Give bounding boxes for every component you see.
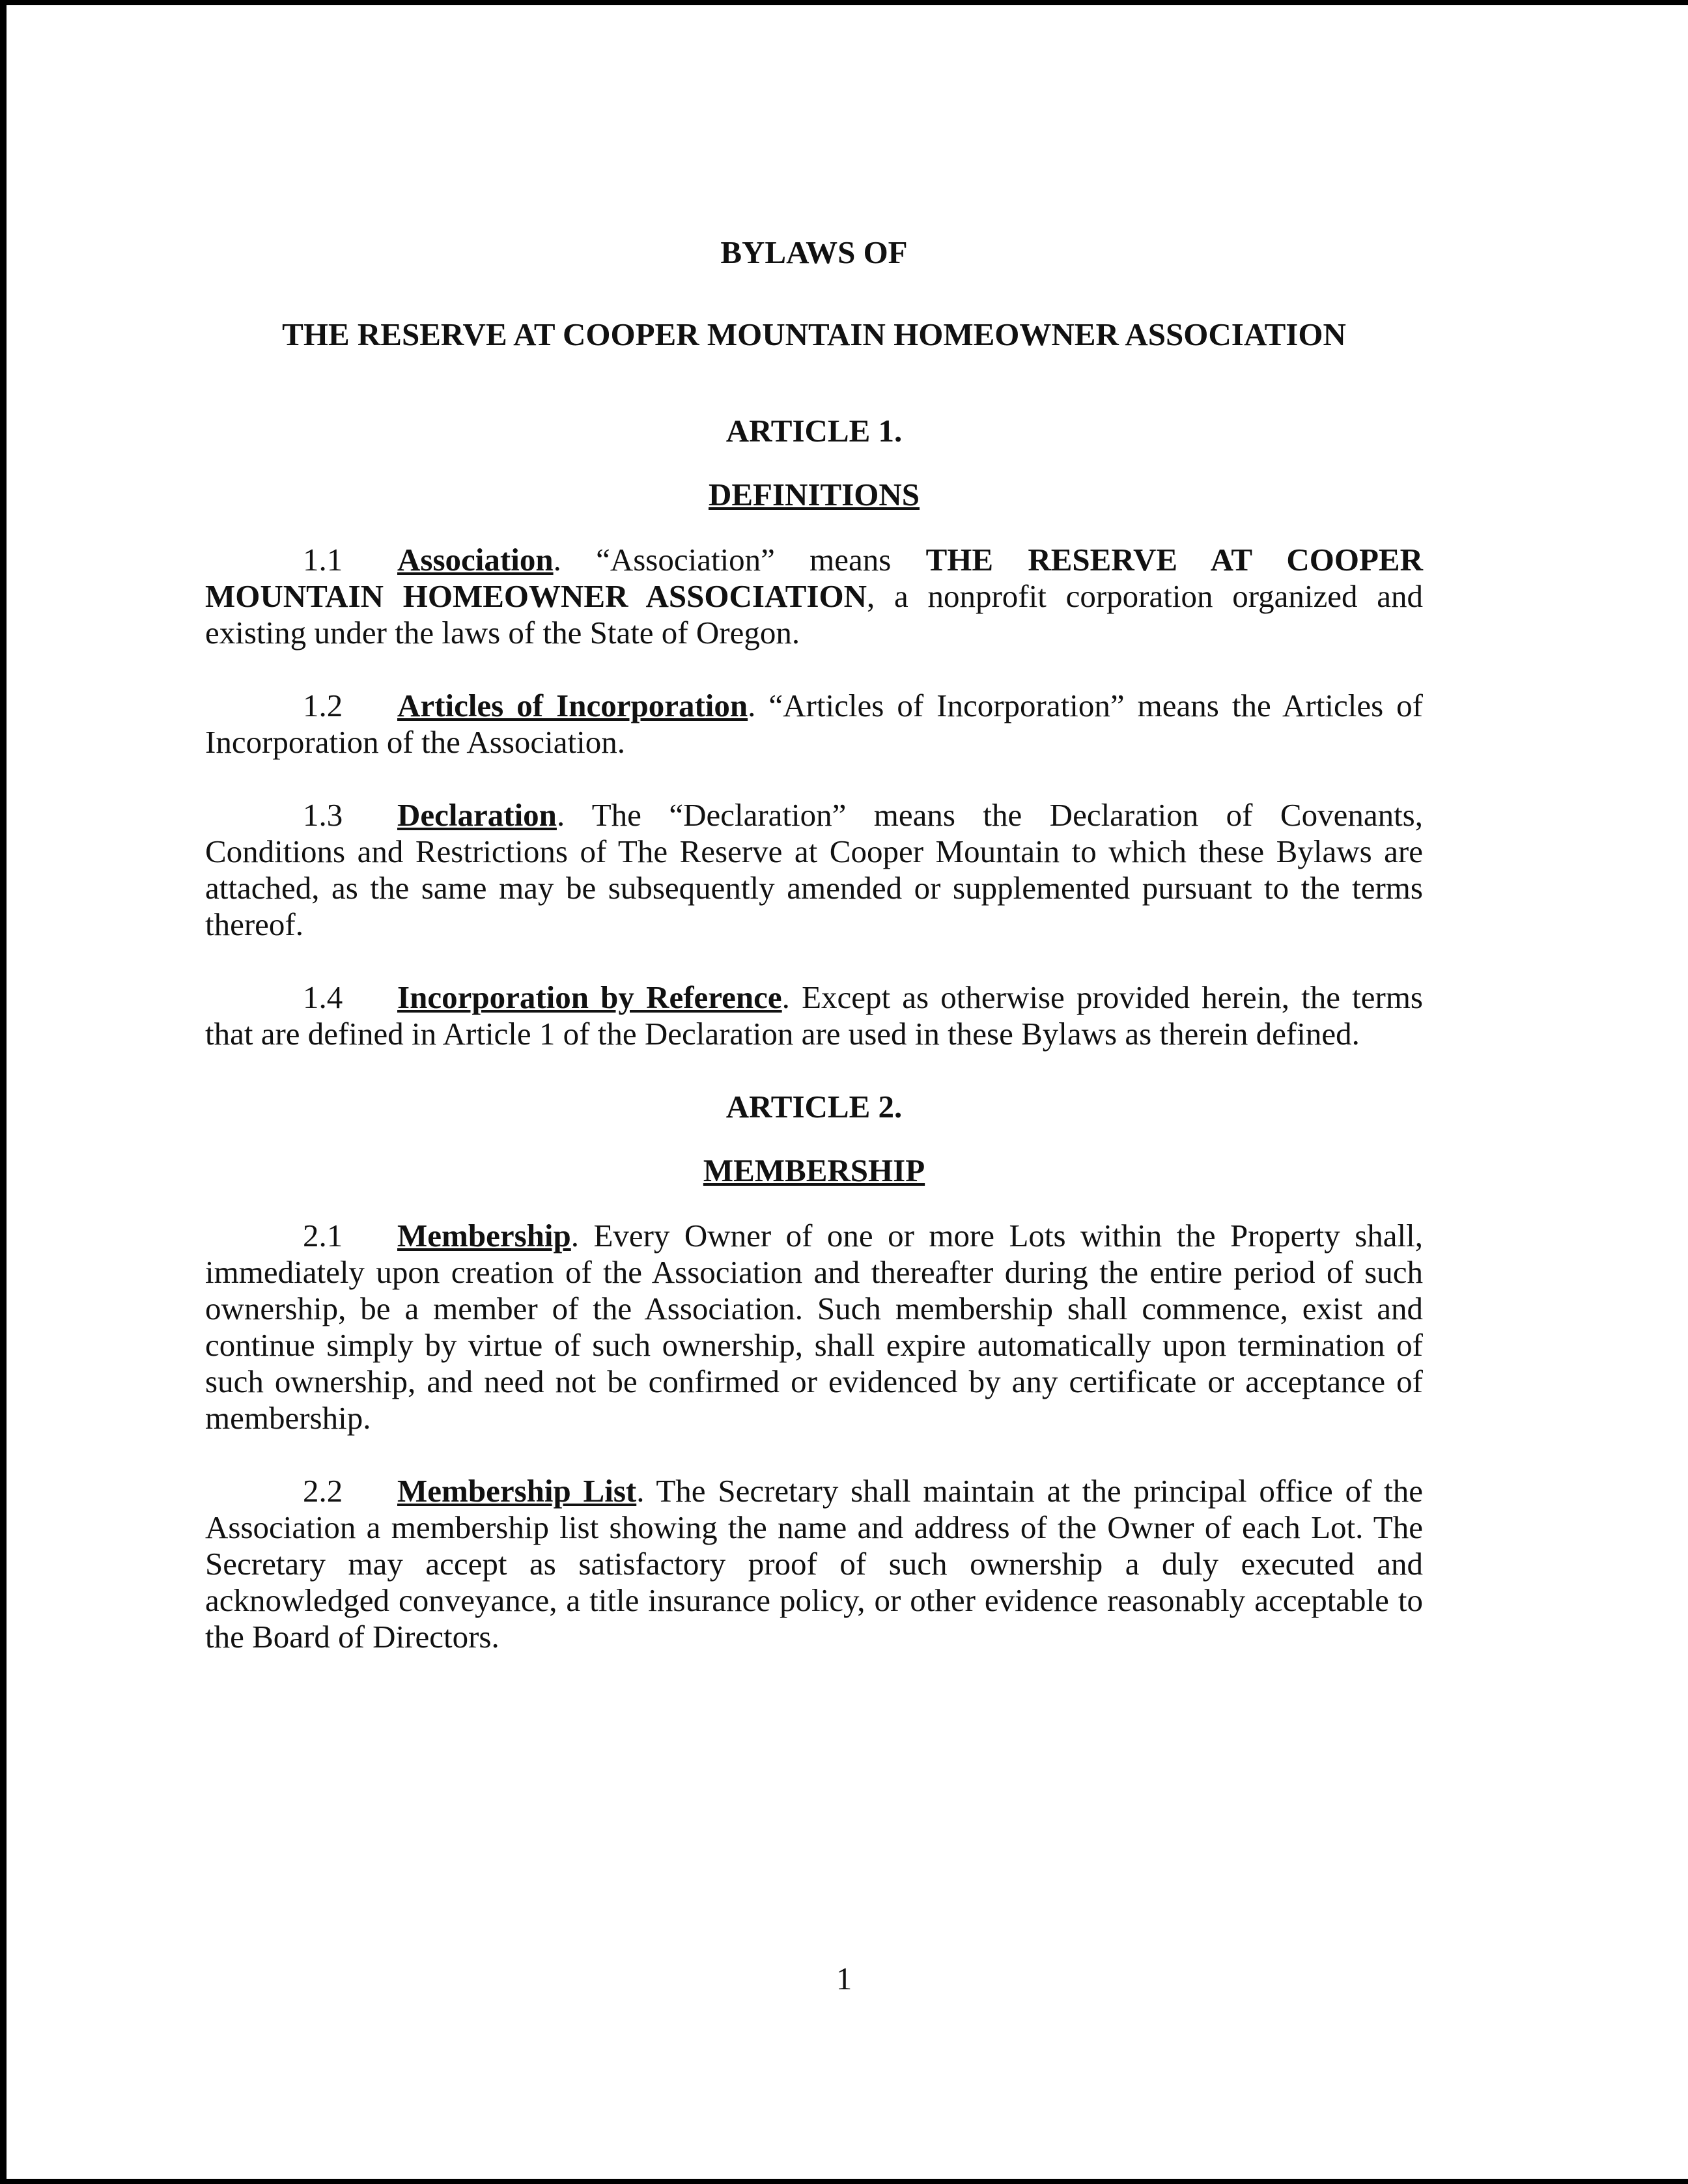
scan-border-bottom (0, 2179, 1688, 2184)
section-number: 2.2 (303, 1473, 343, 1509)
section-text: . Except as otherwise provided herein, the terms that are defined in Article 1 of the Declaration are used in these Bylaws as therein defined. (205, 979, 1423, 1052)
article-1-number: ARTICLE 1. (725, 413, 903, 449)
article-2-number: ARTICLE 2. (725, 1089, 903, 1125)
scan-border-top (0, 0, 1688, 5)
section-number: 1.3 (303, 797, 343, 833)
association-name: THE RESERVE AT COOPER MOUNTAIN HOMEOWNER ASSOCIATION (205, 542, 1423, 614)
section-2-2 (205, 1473, 1423, 1655)
section-text: , a nonprofit corporation organized and existing under the laws of the State of Oregon. (205, 578, 1423, 651)
section-text: . Every Owner of one or more Lots within the Property shall, immediately upon creation of the Association and thereafter during the entire period of such ownership, be a member of the Association. Such membership shall commence, exist and continue simply by virtue of such ownership, shall expire automatically upon termination of such ownership, and need not be confirmed or evidenced by any certificate or acceptance of membership. (205, 1218, 1423, 1436)
section-text: . The “Declaration” means the Declaration of Covenants, Conditions and Restrictions of The Reserve at Cooper Mountain to which these Bylaws are attached, as the same may be subsequently amended or supplemented pursuant to the terms thereof. (205, 797, 1423, 942)
section-heading: Association (397, 542, 554, 578)
section-1-4 (205, 979, 1423, 1052)
section-1-3 (205, 797, 1423, 943)
document-title-line2: THE RESERVE AT COOPER MOUNTAIN HOMEOWNER ASSOCIATION (282, 316, 1346, 352)
section-1-1 (205, 542, 1423, 651)
article-1-name: DEFINITIONS (708, 477, 920, 512)
section-text: . “Articles of Incorporation” means the Articles of Incorporation of the Association. (205, 688, 1423, 760)
section-text: . “Association” means (553, 542, 926, 578)
section-text: . The Secretary shall maintain at the principal office of the Association a membership list showing the name and address of the Owner of each Lot. The Secretary may accept as satisfactory proof of such ownership a duly executed and acknowledged conveyance, a title insurance policy, or other evidence reasonably acceptable to the Board of Directors. (205, 1473, 1423, 1655)
document-page (205, 234, 1423, 1655)
section-heading: Incorporation by Reference (397, 979, 782, 1015)
scan-border-left (0, 0, 7, 2184)
section-heading: Articles of Incorporation (397, 688, 748, 723)
section-number: 1.2 (303, 688, 343, 723)
section-number: 1.4 (303, 979, 343, 1015)
article-2-name: MEMBERSHIP (703, 1153, 925, 1188)
section-1-2 (205, 688, 1423, 761)
section-2-1 (205, 1218, 1423, 1436)
section-heading: Declaration (397, 797, 557, 833)
page-number: 1 (836, 1961, 852, 1996)
document-title-line1: BYLAWS OF (720, 234, 908, 270)
section-number: 2.1 (303, 1218, 343, 1253)
section-heading: Membership (397, 1218, 571, 1253)
section-heading: Membership List (397, 1473, 637, 1509)
section-number: 1.1 (303, 542, 343, 578)
